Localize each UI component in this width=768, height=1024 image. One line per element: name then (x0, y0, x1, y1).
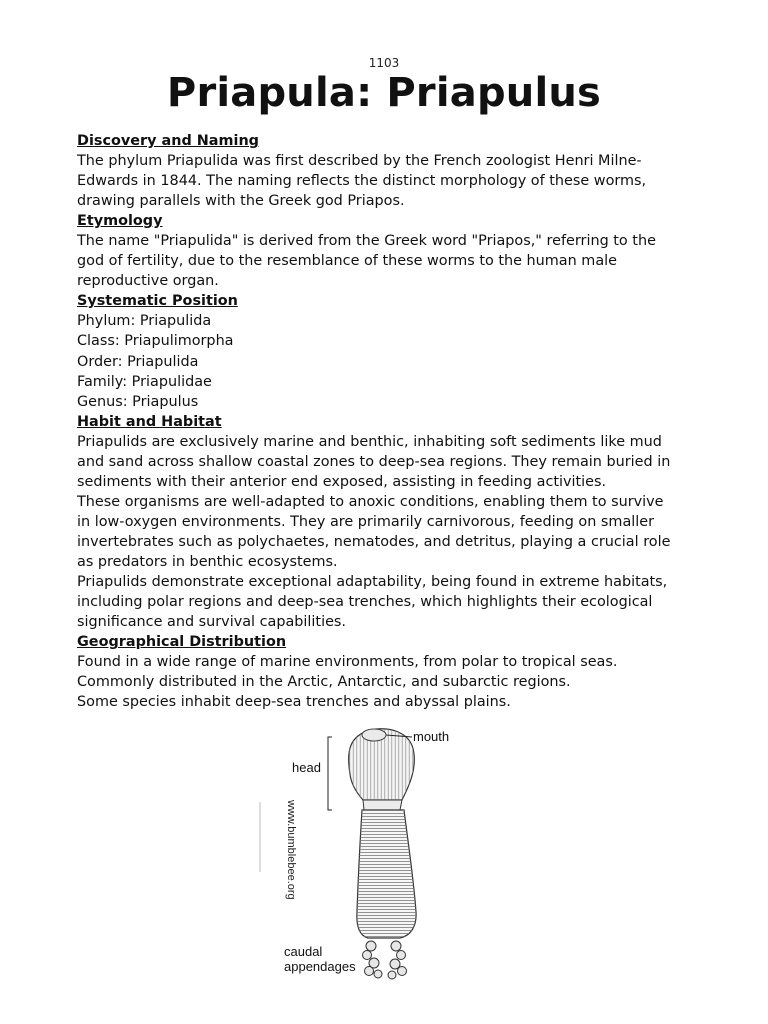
distribution-line: Some species inhabit deep-sea trenches and abyssal plains. (77, 694, 511, 711)
worm-trunk (357, 810, 416, 938)
discovery-line: Edwards in 1844. The naming reflects the distinct morphology of these worms, (77, 173, 647, 190)
habitat-line: significance and survival capabilities. (77, 614, 346, 631)
distribution-line: Commonly distributed in the Arctic, Antarctic, and subarctic regions. (77, 674, 571, 691)
habitat-line: including polar regions and deep-sea trenches, which highlights their ecological (77, 594, 653, 611)
label-head: head (292, 760, 321, 775)
habitat-line: and sand across shallow coastal zones to deep-sea regions. They remain buried in (77, 453, 671, 470)
habitat-line: These organisms are well-adapted to anoxic conditions, enabling them to survive (77, 493, 664, 510)
discovery-line: The phylum Priapulida was first described by the French zoologist Henri Milne- (77, 153, 642, 170)
label-appendages: appendages (284, 959, 356, 974)
taxonomy-genus: Genus: Priapulus (77, 393, 199, 410)
caudal-appendages (363, 941, 407, 979)
taxonomy-phylum: Phylum: Priapulida (77, 313, 212, 330)
worm-neck (363, 800, 402, 810)
section-heading-systematic-position: Systematic Position (77, 293, 238, 310)
habitat-line: as predators in benthic ecosystems. (77, 553, 338, 570)
habitat-line: in low-oxygen environments. They are primarily carnivorous, feeding on smaller (77, 513, 655, 530)
watermark-text: www.bumblebee.org (285, 800, 297, 900)
distribution-line: Found in a wide range of marine environments, from polar to tropical seas. (77, 654, 618, 671)
habitat-line: invertebrates such as polychaetes, nematodes, and detritus, playing a crucial role (77, 533, 671, 550)
etymology-line: god of fertility, due to the resemblance of these worms to the human male (77, 253, 617, 270)
taxonomy-class: Class: Priapulimorpha (77, 333, 234, 350)
worm-head (349, 729, 415, 800)
section-heading-distribution: Geographical Distribution (77, 634, 287, 651)
head-bracket (328, 737, 332, 810)
label-caudal: caudal (284, 944, 323, 959)
section-heading-habitat: Habit and Habitat (77, 413, 222, 430)
section-heading-etymology: Etymology (77, 213, 163, 230)
etymology-line: The name "Priapulida" is derived from the Greek word "Priapos," referring to the (77, 233, 656, 250)
priapulus-illustration (250, 722, 470, 984)
habitat-line: Priapulids are exclusively marine and benthic, inhabiting soft sediments like mud (77, 433, 662, 450)
discovery-line: drawing parallels with the Greek god Priapos. (77, 193, 405, 210)
label-mouth: mouth (413, 729, 450, 744)
priapulus-drawing (250, 722, 470, 984)
habitat-line: sediments with their anterior end exposed, assisting in feeding activities. (77, 473, 607, 490)
taxonomy-family: Family: Priapulidae (77, 373, 212, 390)
habitat-line: Priapulids demonstrate exceptional adaptability, being found in extreme habitats, (77, 574, 668, 591)
section-heading-discovery: Discovery and Naming (77, 133, 259, 149)
page-title: Priapula: Priapulus (166, 70, 602, 116)
document-body (77, 131, 697, 712)
page-number: 1103 (368, 56, 400, 70)
taxonomy-order: Order: Priapulida (77, 353, 199, 370)
etymology-line: reproductive organ. (77, 273, 219, 290)
